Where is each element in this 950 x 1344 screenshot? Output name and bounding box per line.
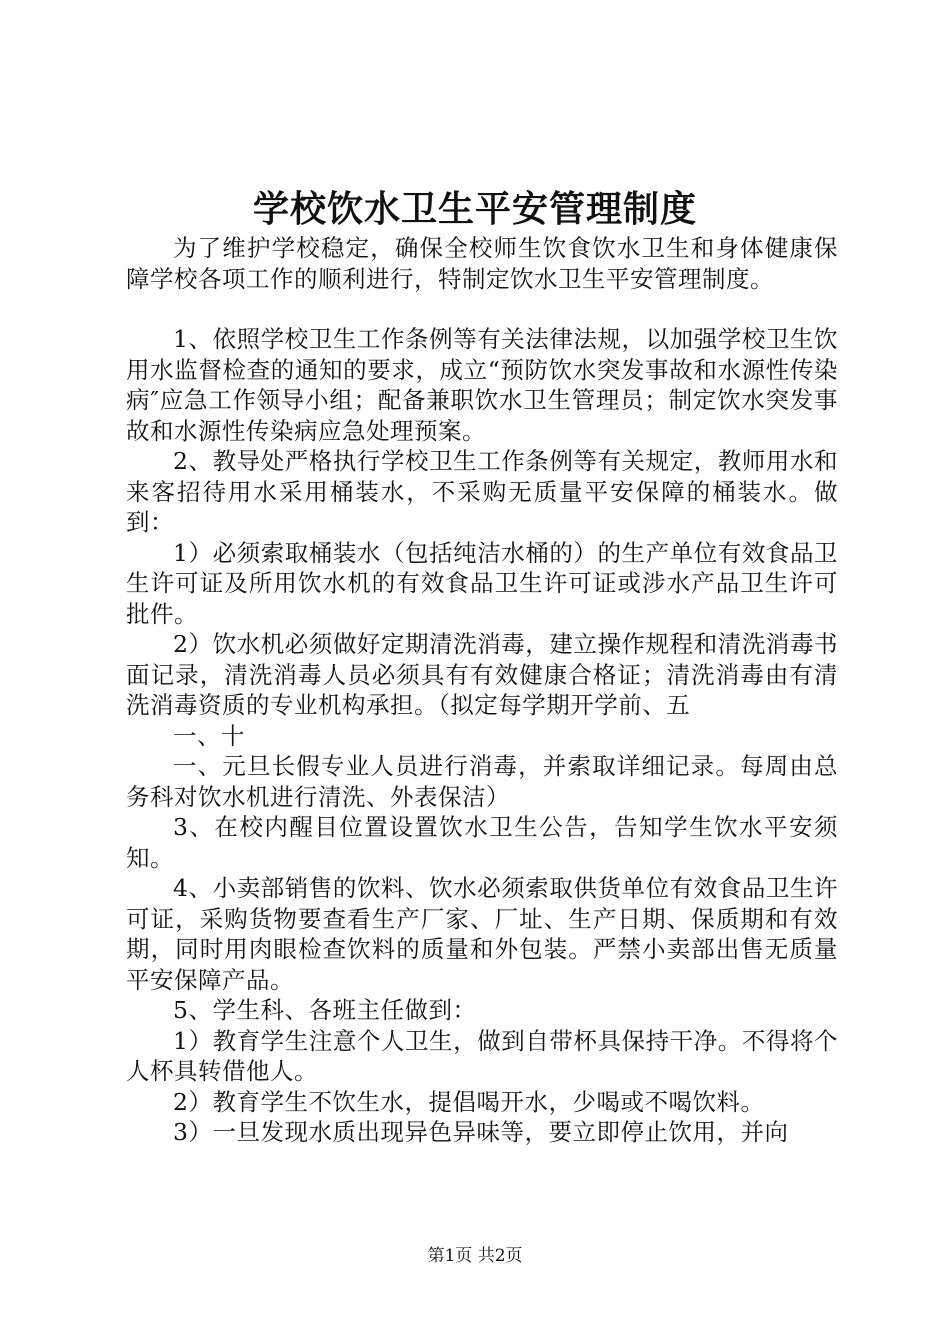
paragraph-item-5-3: 3）一旦发现水质出现异色异味等，要立即停止饮用，并向 [173,1118,789,1146]
paragraph-item-5-2: 2）教育学生不饮生水，提倡喝开水，少喝或不喝饮料。 [173,1087,765,1116]
paragraph-fragment: 一、十 [173,721,245,750]
paragraph-item-2-2: 2）饮水机必须做好定期清洗消毒，建立操作规程和清洗消毒书面记录，清洗消毒人员必须具有有效健康合格证；清洗消毒由有清洗消毒资质的专业机构承担。（拟定每学期开学前、五 [126,630,838,719]
paragraph-item-2-2-cont: 一、元旦长假专业人员进行消毒，并索取详细记录。每周由总务科对饮水机进行清洗、外表保洁） [126,752,838,811]
document-body [126,233,838,1148]
paragraph-item-5: 5、学生科、各班主任做到： [173,996,477,1024]
paragraph-item-3: 3、在校内醒目位置设置饮水卫生公告，告知学生饮水平安须知。 [126,813,838,872]
paragraph-item-2: 2、教导处严格执行学校卫生工作条例等有关规定，教师用水和来客招待用水采用桶装水，不采购无质量平安保障的桶装水。做到： [126,447,838,536]
page-indicator: 第1页 共2页 [427,1246,523,1266]
paragraph-item-2-1: 1）必须索取桶装水（包括纯洁水桶的）的生产单位有效食品卫生许可证及所用饮水机的有效食品卫生许可证或涉水产品卫生许可批件。 [126,538,838,628]
paragraph-item-1: 1、依照学校卫生工作条例等有关法律法规，以加强学校卫生饮用水监督检查的通知的要求，成立“预防饮水突发事故和水源性传染病″应急工作领导小组；配备兼职饮水卫生管理员；制定饮水突发事故和水源性传染病应急处理预案。 [126,325,838,445]
paragraph-item-4: 4、小卖部销售的饮料、饮水必须索取供货单位有效食品卫生许可证，采购货物要查看生产厂家、厂址、生产日期、保质期和有效期，同时用肉眼检查饮料的质量和外包装。严禁小卖部出售无质量平安保障产品。 [126,874,838,994]
document-title: 学校饮水卫生平安管理制度 [252,188,697,230]
paragraph-item-5-1: 1）教育学生注意个人卫生，做到自带杯具保持干净。不得将个人杯具转借他人。 [126,1026,838,1085]
intro-paragraph: 为了维护学校稳定，确保全校师生饮食饮水卫生和身体健康保障学校各项工作的顺利进行，特制定饮水卫生平安管理制度。 [126,234,838,293]
